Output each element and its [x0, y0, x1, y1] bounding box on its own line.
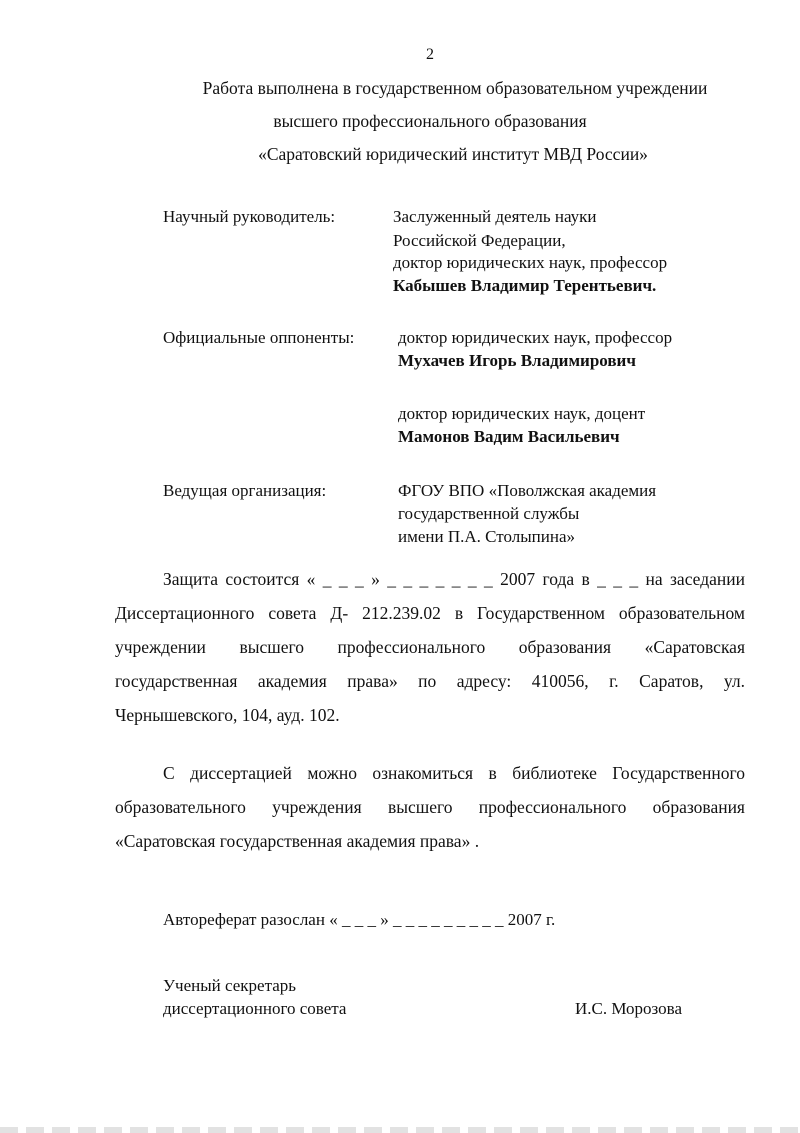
- header-line-2: высшего профессионального образования: [273, 111, 587, 131]
- library-paragraph: [115, 756, 745, 858]
- leading-org-label: Ведущая организация:: [163, 481, 327, 500]
- defense-line-5: Чернышевского, 104, ауд. 102.: [115, 705, 340, 725]
- mailing-line: Автореферат разослан « _ _ _ » _ _ _ _ _ _ _ _ _ 2007 г.: [163, 910, 556, 929]
- leading-org-line-2: государственной службы: [398, 504, 580, 523]
- defense-line-3: учреждении высшего профессионального образования «Саратовская: [115, 637, 745, 657]
- page-number: 2: [426, 46, 434, 63]
- leading-org-line-3: имени П.А. Столыпина»: [398, 527, 575, 546]
- opponent-1-name: Мухачев Игорь Владимирович: [398, 351, 636, 370]
- opponent-2-name: Мамонов Вадим Васильевич: [398, 427, 620, 446]
- library-line-1: С диссертацией можно ознакомиться в библиотеке Государственного: [163, 763, 745, 783]
- opponents-label: Официальные оппоненты:: [163, 328, 355, 347]
- defense-line-2: Диссертационного совета Д- 212.239.02 в Государственном образовательном: [115, 603, 745, 623]
- header-line-3: «Саратовский юридический институт МВД России»: [258, 144, 648, 164]
- secretary-line-2: диссертационного совета: [163, 999, 347, 1018]
- scan-edge-decoration: [0, 1127, 800, 1133]
- opponent-1-title: доктор юридических наук, профессор: [398, 328, 673, 347]
- supervisor-line-3: доктор юридических наук, профессор: [393, 253, 668, 272]
- library-line-2: образовательного учреждения высшего профессионального образования: [115, 797, 745, 817]
- supervisor-name: Кабышев Владимир Терентьевич.: [393, 276, 657, 295]
- defense-line-4: государственная академия права» по адресу: 410056, г. Саратов, ул.: [115, 671, 745, 691]
- supervisor-line-2: Российской Федерации,: [393, 231, 566, 250]
- leading-org-line-1: ФГОУ ВПО «Поволжская академия: [398, 481, 657, 500]
- secretary-line-1: Ученый секретарь: [163, 976, 297, 995]
- supervisor-line-1: Заслуженный деятель науки: [393, 207, 597, 226]
- secretary-name: И.С. Морозова: [575, 999, 683, 1018]
- library-line-3: «Саратовская государственная академия права» .: [115, 831, 480, 851]
- header-line-1: Работа выполнена в государственном образовательном учреждении: [202, 78, 708, 98]
- opponent-2-title: доктор юридических наук, доцент: [398, 404, 646, 423]
- defense-line-1: Защита состоится « _ _ _ » _ _ _ _ _ _ _ 2007 года в _ _ _ на заседании: [163, 569, 745, 589]
- supervisor-label: Научный руководитель:: [163, 207, 336, 226]
- defense-paragraph: [115, 562, 745, 732]
